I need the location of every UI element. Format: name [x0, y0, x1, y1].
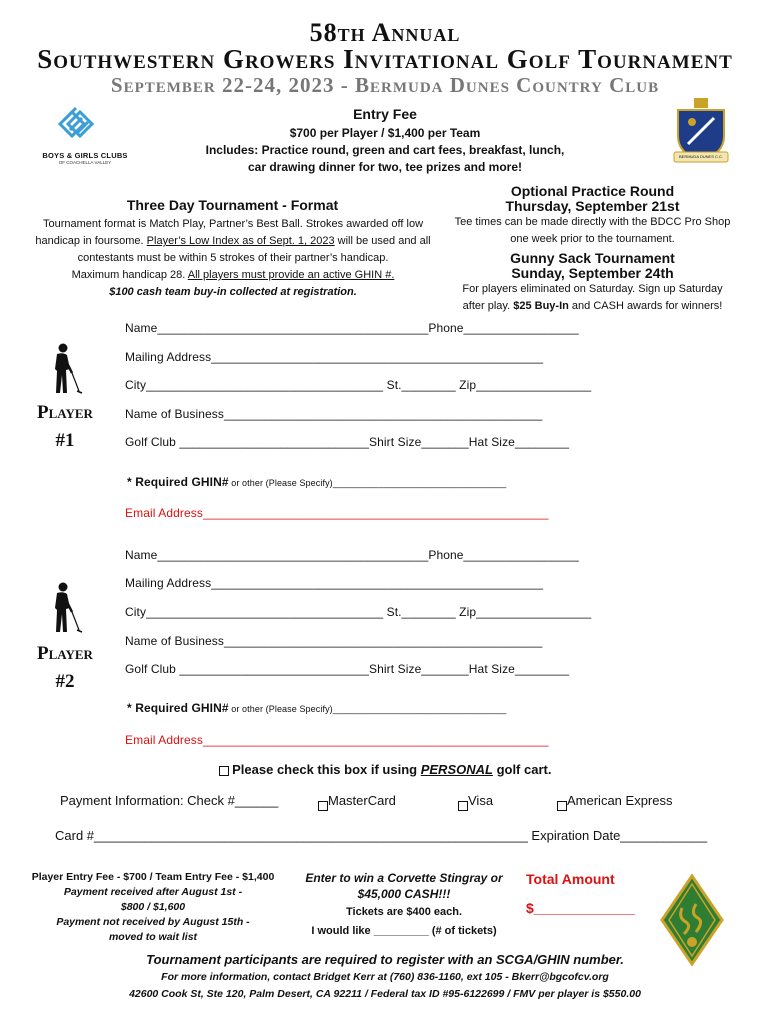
format-line-2: handicap in foursome. Player’s Low Index as of Sept. 1, 2023 will be used and all [35, 235, 431, 247]
practice-line-1: Tee times can be made directly with the BDCC Pro Shop [454, 216, 731, 228]
player-2-mailing-field[interactable]: Mailing Address_________________________________________________ [125, 576, 544, 590]
entry-fee-includes-2: car drawing dinner for two, tee prizes and more! [247, 160, 523, 174]
personal-cart-row: Please check this box if using PERSONAL golf cart. [0, 762, 770, 777]
player-1-city-field[interactable]: City___________________________________ St.________ Zip_________________ [125, 378, 592, 392]
title-line-3: September 22-24, 2023 - Bermuda Dunes Country Club [110, 73, 660, 97]
footer-line-3: 42600 Cook St, Ste 120, Palm Desert, CA 92211 / Federal tax ID #95-6122699 / FMV per player is $550.00 [129, 988, 641, 1000]
player-2-email-field[interactable]: Email Address___________________________________________________ [125, 733, 549, 747]
format-line-5: $100 cash team buy-in collected at registration. [109, 286, 357, 298]
title-line-2: Southwestern Growers Invitational Golf Tournament [37, 44, 733, 74]
fees-line-4: Payment not received by August 15th - [56, 916, 250, 928]
practice-date: Thursday, September 21st [505, 198, 680, 214]
mastercard-option[interactable]: MasterCard [318, 793, 396, 811]
format-line-1: Tournament format is Match Play, Partner’s Best Ball. Strokes awarded off low [42, 218, 424, 230]
personal-cart-checkbox[interactable] [219, 766, 229, 776]
practice-title: Optional Practice Round [510, 183, 675, 199]
player-1-club-field[interactable]: Golf Club ____________________________Shirt Size_______Hat Size________ [125, 435, 570, 449]
format-title: Three Day Tournament - Format [126, 197, 339, 213]
fees-line-5: moved to wait list [108, 931, 198, 943]
visa-checkbox[interactable] [458, 801, 468, 811]
corvette-line-2: $45,000 CASH!!! [357, 887, 451, 901]
golfer-icon [46, 343, 84, 400]
player-1-ghin-field[interactable]: * Required GHIN# or other (Please Specify)__________________________________ [127, 475, 507, 489]
format-line-3: contestants must be within 5 strokes of their partner’s handicap. [77, 252, 389, 264]
card-number-field[interactable]: Card #____________________________________________________________ Expiration Date____________ [55, 828, 708, 843]
golfer-icon [46, 582, 84, 639]
format-line-4: Maximum handicap 28. All players must provide an active GHIN #. [71, 269, 395, 281]
gunny-line-1: For players eliminated on Saturday. Sign up Saturday [462, 283, 723, 295]
gunny-date: Sunday, September 24th [511, 265, 674, 281]
fees-line-3: $800 / $1,600 [120, 901, 186, 913]
gunny-title: Gunny Sack Tournament [510, 250, 675, 266]
entry-fee-title: Entry Fee [353, 106, 417, 122]
check-number-field[interactable]: Payment Information: Check #______ [60, 793, 279, 808]
player-2-label: Player #2 [37, 643, 93, 692]
player-2-name-field[interactable]: Name________________________________________Phone_________________ [125, 548, 579, 562]
player-1-name-field[interactable]: Name________________________________________Phone_________________ [125, 321, 579, 335]
gunny-body [440, 281, 745, 315]
format-body [22, 216, 444, 301]
entry-fee-price: $700 per Player / $1,400 per Team [289, 126, 481, 140]
practice-line-2: one week prior to the tournament. [510, 233, 675, 245]
bgc-sub: OF COACHELLA VALLEY [58, 160, 112, 165]
player-1-mailing-field[interactable]: Mailing Address_________________________________________________ [125, 350, 544, 364]
bgc-name: BOYS & GIRLS CLUBS [42, 151, 128, 160]
title-line-1: 58th Annual [309, 18, 461, 47]
player-2-business-field[interactable]: Name of Business_______________________________________________ [125, 634, 543, 648]
fees-line-2: Payment received after August 1st - [63, 886, 243, 898]
footer-line-1: Tournament participants are required to register with an SCGA/GHIN number. [146, 952, 624, 967]
practice-body [440, 214, 745, 248]
fees-line-1: Player Entry Fee - $700 / Team Entry Fee - $1,400 [31, 871, 275, 883]
fees-block [18, 870, 288, 945]
player-1-business-field[interactable]: Name of Business_______________________________________________ [125, 407, 543, 421]
footer-line-2: For more information, contact Bridget Kerr at (760) 836-1160, ext 105 - Bkerr@bgcofcv.org [161, 971, 609, 983]
player-1-email-field[interactable]: Email Address___________________________________________________ [125, 506, 549, 520]
visa-option[interactable]: Visa [458, 793, 493, 811]
player-2-club-field[interactable]: Golf Club ____________________________Shirt Size_______Hat Size________ [125, 662, 570, 676]
amex-option[interactable]: American Express [557, 793, 672, 811]
corvette-line-1: Enter to win a Corvette Stingray or [305, 871, 503, 885]
entry-fee-includes-1: Includes: Practice round, green and cart fees, breakfast, lunch, [205, 143, 565, 157]
total-amount-field[interactable]: $_____________ [526, 900, 636, 916]
gunny-line-2: after play. $25 Buy-In and CASH awards for winners! [462, 300, 723, 312]
player-1-label: Player #1 [37, 402, 93, 451]
total-amount-label: Total Amount [526, 871, 615, 887]
corvette-line-3: Tickets are $400 each. [346, 906, 462, 918]
mastercard-checkbox[interactable] [318, 801, 328, 811]
player-2-city-field[interactable]: City___________________________________ St.________ Zip_________________ [125, 605, 592, 619]
crest-banner-text: BERMUDA DUNES C.C. [678, 154, 723, 159]
tickets-quantity-field[interactable]: I would like _________ (# of tickets) [311, 925, 497, 937]
player-2-ghin-field[interactable]: * Required GHIN# or other (Please Specify)__________________________________ [127, 701, 507, 715]
corvette-block [296, 870, 512, 937]
amex-checkbox[interactable] [557, 801, 567, 811]
